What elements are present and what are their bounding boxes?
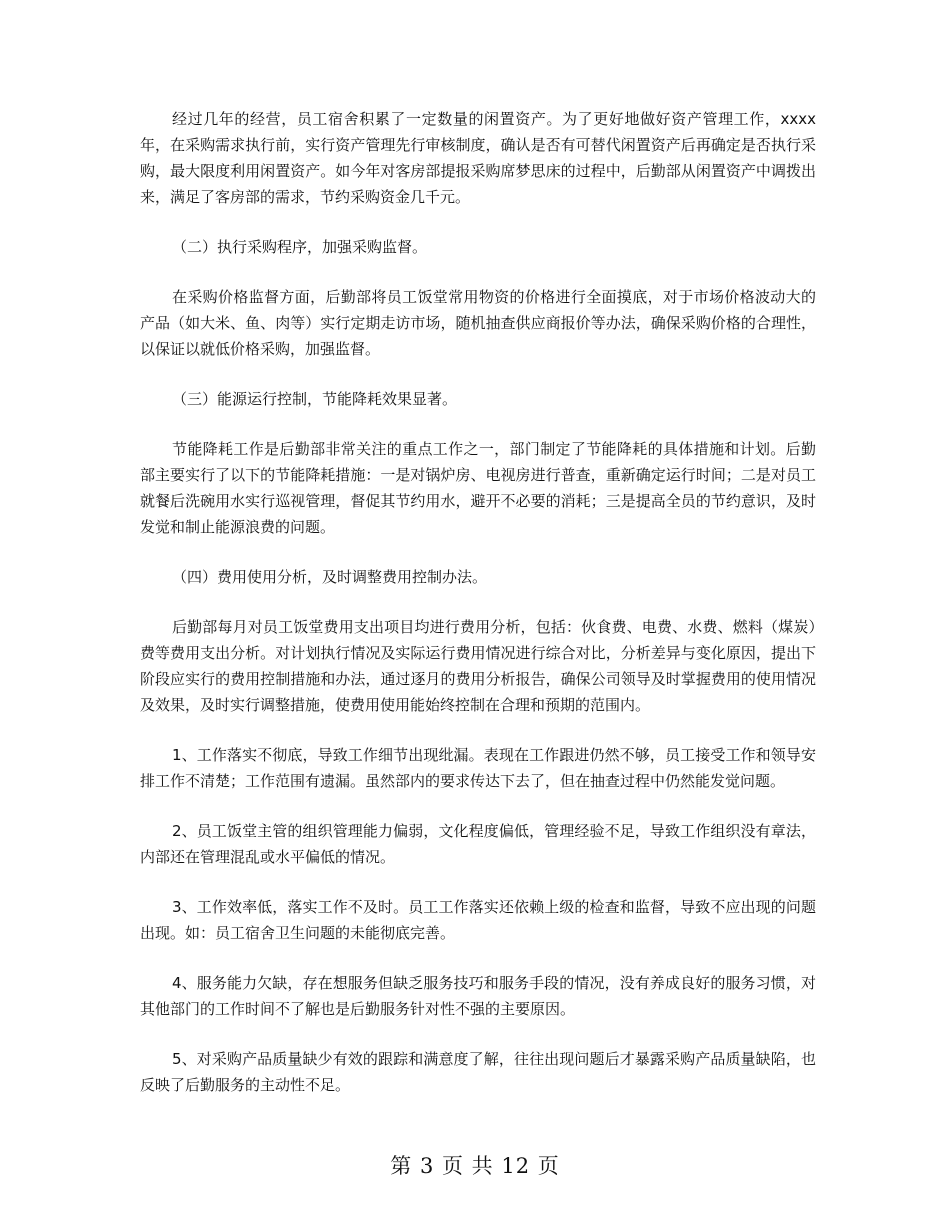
paragraph-issue-4: 4、服务能力欠缺，存在想服务但缺乏服务技巧和服务手段的情况，没有养成良好的服务习惯，对其他部门的工作时间不了解也是后勤服务针对性不强的主要原因。	[140, 974, 816, 1018]
section-heading-energy: （三）能源运行控制，节能降耗效果显著。	[172, 390, 458, 408]
paragraph-energy-saving: 节能降耗工作是后勤部非常关注的重点工作之一，部门制定了节能降耗的具体措施和计划。后勤部主要实行了以下的节能降耗措施：一是对锅炉房、电视房进行普查，重新确定运行时间；二是对员工就餐后洗碗用水实行巡视管理，督促其节约用水，避开不必要的消耗；三是提高全员的节约意识，及时发觉和制止能源浪费的问题。	[140, 440, 816, 536]
page-number-footer: 第 3 页 共 12 页	[390, 1154, 560, 1178]
paragraph-issue-3: 3、工作效率低，落实工作不及时。员工工作落实还依赖上级的检查和监督，导致不应出现的问题出现。如：员工宿舍卫生问题的未能彻底完善。	[140, 898, 816, 942]
paragraph-issue-1: 1、工作落实不彻底，导致工作细节出现纰漏。表现在工作跟进仍然不够，员工接受工作和领导安排工作不清楚；工作范围有遗漏。虽然部内的要求传达下去了，但在抽查过程中仍然能发觉问题。	[140, 746, 816, 790]
paragraph-issue-5: 5、对采购产品质量缺少有效的跟踪和满意度了解，往往出现问题后才暴露采购产品质量缺陷，也反映了后勤服务的主动性不足。	[140, 1050, 816, 1094]
section-heading-cost-analysis: （四）费用使用分析，及时调整费用控制办法。	[172, 568, 488, 586]
section-heading-procurement: （二）执行采购程序，加强采购监督。	[172, 238, 428, 256]
document-body	[140, 106, 816, 1122]
paragraph-idle-assets: 经过几年的经营，员工宿舍积累了一定数量的闲置资产。为了更好地做好资产管理工作，xxxx年，在采购需求执行前，实行资产管理先行审核制度，确认是否有可替代闲置资产后再确定是否执行采购，最大限度利用闲置资产。如今年对客房部提报采购席梦思床的过程中，后勤部从闲置资产中调拨出来，满足了客房部的需求，节约采购资金几千元。	[140, 110, 816, 206]
paragraph-price-supervision: 在采购价格监督方面，后勤部将员工饭堂常用物资的价格进行全面摸底，对于市场价格波动大的产品（如大米、鱼、肉等）实行定期走访市场，随机抽查供应商报价等办法，确保采购价格的合理性，以保证以就低价格采购，加强监督。	[140, 288, 816, 358]
paragraph-issue-2: 2、员工饭堂主管的组织管理能力偏弱，文化程度偏低，管理经验不足，导致工作组织没有章法，内部还在管理混乱或水平偏低的情况。	[140, 822, 816, 866]
paragraph-cost-analysis: 后勤部每月对员工饭堂费用支出项目均进行费用分析，包括：伙食费、电费、水费、燃料（煤炭）费等费用支出分析。对计划执行情况及实际运行费用情况进行综合对比，分析差异与变化原因，提出下阶段应实行的费用控制措施和办法，通过逐月的费用分析报告，确保公司领导及时掌握费用的使用情况及效果，及时实行调整措施，使费用使用能始终控制在合理和预期的范围内。	[140, 618, 816, 714]
